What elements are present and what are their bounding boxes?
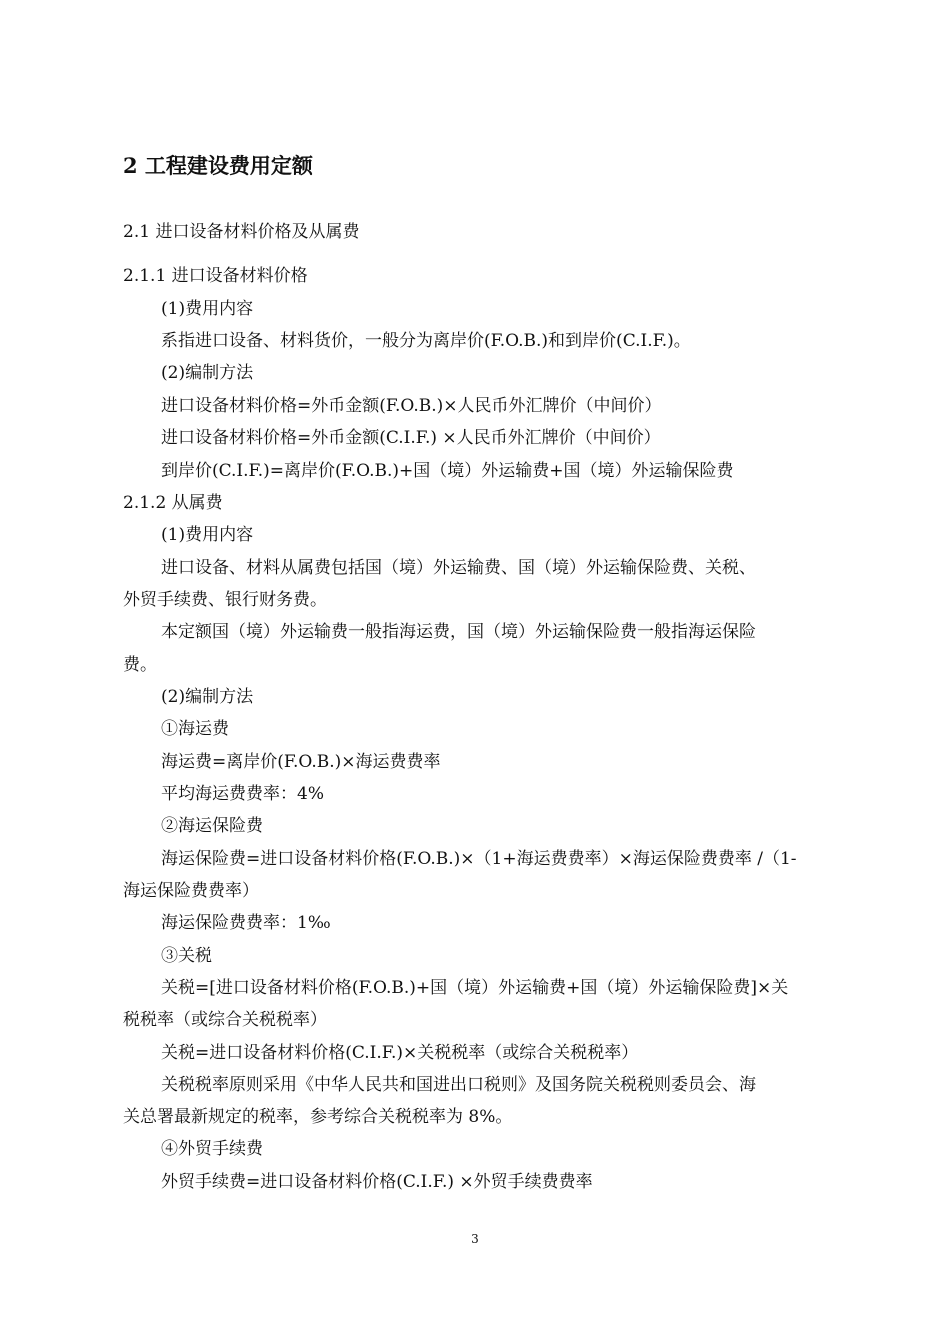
list-item-heading: ③关税 bbox=[161, 946, 212, 966]
paragraph-line: 关总署最新规定的税率，参考综合关税税率为 8%。 bbox=[123, 1107, 513, 1127]
section-heading-2-1-1: 2.1.1 进口设备材料价格 bbox=[123, 266, 308, 286]
paragraph-line: 本定额国（境）外运输费一般指海运费，国（境）外运输保险费一般指海运保险 bbox=[161, 622, 756, 642]
list-item-heading: ②海运保险费 bbox=[161, 816, 263, 836]
section-heading-2-1: 2.1 进口设备材料价格及从属费 bbox=[123, 222, 360, 242]
formula-line: 外贸手续费=进口设备材料价格(C.I.F.) ×外贸手续费费率 bbox=[161, 1172, 593, 1192]
paragraph-line: (1)费用内容 bbox=[161, 525, 254, 545]
formula-line: 到岸价(C.I.F.)=离岸价(F.O.B.)+国（境）外运输费+国（境）外运输保险费 bbox=[161, 461, 734, 481]
formula-line: 海运保险费=进口设备材料价格(F.O.B.)×（1+海运费费率）×海运保险费费率 /（1- bbox=[161, 849, 797, 869]
list-item-heading: ①海运费 bbox=[161, 719, 229, 739]
chapter-heading: 2 工程建设费用定额 bbox=[123, 153, 313, 178]
list-item-heading: ④外贸手续费 bbox=[161, 1139, 263, 1159]
paragraph-line: 系指进口设备、材料货价，一般分为离岸价(F.O.B.)和到岸价(C.I.F.)。 bbox=[161, 331, 691, 351]
formula-line: 关税=[进口设备材料价格(F.O.B.)+国（境）外运输费+国（境）外运输保险费]×关 bbox=[161, 978, 789, 998]
formula-line: 海运保险费费率） bbox=[123, 881, 259, 901]
paragraph-line: (1)费用内容 bbox=[161, 299, 254, 319]
section-heading-2-1-2: 2.1.2 从属费 bbox=[123, 493, 223, 513]
page-number: 3 bbox=[471, 1232, 479, 1246]
formula-line: 进口设备材料价格=外币金额(F.O.B.)×人民币外汇牌价（中间价） bbox=[161, 396, 662, 416]
paragraph-line: (2)编制方法 bbox=[161, 363, 254, 383]
formula-line: 进口设备材料价格=外币金额(C.I.F.) ×人民币外汇牌价（中间价） bbox=[161, 428, 661, 448]
paragraph-line: 关税税率原则采用《中华人民共和国进出口税则》及国务院关税税则委员会、海 bbox=[161, 1075, 756, 1095]
paragraph-line: 外贸手续费、银行财务费。 bbox=[123, 590, 327, 610]
paragraph-line: 进口设备、材料从属费包括国（境）外运输费、国（境）外运输保险费、关税、 bbox=[161, 558, 756, 578]
formula-line: 海运费=离岸价(F.O.B.)×海运费费率 bbox=[161, 752, 441, 772]
paragraph-line: 平均海运费费率：4% bbox=[161, 784, 324, 804]
formula-line: 税税率（或综合关税税率） bbox=[123, 1010, 327, 1030]
formula-line: 关税=进口设备材料价格(C.I.F.)×关税税率（或综合关税税率） bbox=[161, 1043, 639, 1063]
paragraph-line: 费。 bbox=[123, 655, 157, 675]
paragraph-line: 海运保险费费率：1‰ bbox=[161, 913, 331, 933]
paragraph-line: (2)编制方法 bbox=[161, 687, 254, 707]
